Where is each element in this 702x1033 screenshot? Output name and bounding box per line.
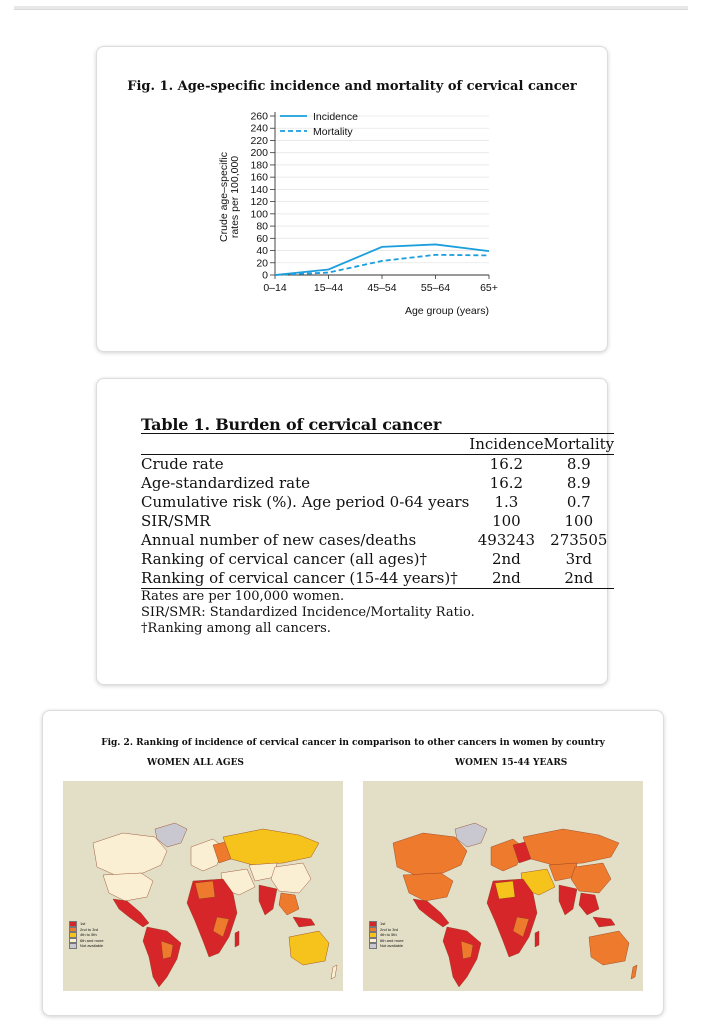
row-mortality: 8.9 [566,455,591,473]
y-tick-label: 220 [250,134,268,147]
y-tick-label: 160 [250,171,268,184]
row-incidence: 100 [492,512,521,530]
burden-table [141,433,614,589]
legend-label: 6th and more [80,937,104,943]
row-mortality: 2nd [543,569,614,589]
figure-1-title: Fig. 1. Age-specific incidence and mortality of cervical cancer [127,79,577,94]
row-label: Ranking of cervical cancer (15-44 years)† [141,569,469,589]
x-tick-label: 15–44 [313,282,344,294]
y-tick-label: 60 [256,232,268,245]
x-tick-label: 65+ [480,282,498,294]
row-incidence: 1.3 [494,493,519,511]
legend-item [69,943,104,949]
table-row [141,550,614,569]
table-row [141,474,614,493]
legend-label: 4th to 5th [380,932,397,938]
world-map-all-ages [63,781,343,991]
y-tick-label: 180 [250,159,268,172]
world-map-all-ages-graphic [63,781,343,991]
table-header-row [141,434,614,455]
legend-label: 1st [80,921,86,927]
legend-swatch [69,943,77,949]
y-axis-label-line-2: rates per 100,000 [229,155,241,239]
legend-label: 1st [380,921,386,927]
note-sir-smr: SIR/SMR: Standardized Incidence/Mortality Ratio. [141,605,475,620]
y-tick-label: 40 [256,245,268,258]
map-left-label: WOMEN ALL AGES [147,758,244,768]
world-map-15-44 [363,781,643,991]
legend-label-mortality: Mortality [313,126,353,138]
y-tick-label: 20 [256,257,268,270]
legend-label: 6th and more [380,937,404,943]
legend-swatch [369,943,377,949]
table-row [141,455,614,475]
y-tick-label: 100 [250,208,268,221]
top-divider [14,6,688,10]
figure-1-card [96,46,608,352]
row-incidence: 2nd [469,569,543,589]
y-tick-label: 0 [262,269,268,282]
row-incidence: 16.2 [489,474,524,492]
table-header-blank [141,434,469,455]
row-mortality: 0.7 [566,493,591,511]
table-header-mortality: Mortality [543,435,615,453]
figure-1-line-chart [97,47,607,351]
y-tick-label: 200 [250,147,268,160]
world-map-15-44-graphic [363,781,643,991]
y-axis-label-line-1: Crude age–specific [218,152,230,242]
row-label: SIR/SMR [141,512,211,530]
row-incidence: 2nd [491,550,521,568]
y-tick-label: 240 [250,122,268,135]
legend-label: 2nd to 3rd [380,926,399,932]
row-label: Ranking of cervical cancer (all ages)† [141,550,427,568]
y-tick-label: 140 [250,183,268,196]
y-tick-label: 260 [250,110,268,123]
map-right-label: WOMEN 15-44 YEARS [455,758,568,768]
table-1-card [96,378,615,685]
legend-label: 2nd to 3rd [80,926,99,932]
row-label: Age-standardized rate [141,474,310,492]
note-rates: Rates are per 100,000 women. [141,589,345,604]
table-notes [141,589,475,637]
map-legend-left [69,921,104,949]
figure-2-card [42,710,664,1016]
row-mortality: 273505 [550,531,608,549]
row-incidence: 493243 [477,531,536,549]
x-tick-label: 0–14 [263,282,287,294]
legend-label: 4th to 5th [80,932,97,938]
legend-item [369,943,404,949]
table-row [141,493,614,512]
table-row [141,569,614,589]
row-incidence: 16.2 [489,455,524,473]
note-ranking: †Ranking among all cancers. [141,621,331,636]
legend-label-incidence: Incidence [313,111,358,123]
table-row [141,531,614,550]
legend-label: Not available [80,943,104,949]
row-label: Crude rate [141,455,224,473]
row-mortality: 3rd [565,550,592,568]
y-tick-label: 120 [250,196,268,209]
series-line-incidence [275,244,489,275]
table-header-incidence: Incidence [469,435,544,453]
figure-2-title: Fig. 2. Ranking of incidence of cervical cancer in comparison to other cancers in women by country [101,738,605,748]
table-1-title: Table 1. Burden of cervical cancer [141,415,442,434]
row-label: Cumulative risk (%). Age period 0-64 years [141,493,470,511]
row-mortality: 8.9 [566,474,591,492]
row-label: Annual number of new cases/deaths [141,531,417,549]
row-mortality: 100 [564,512,594,530]
x-tick-label: 45–54 [367,282,397,294]
map-legend-right [369,921,404,949]
x-tick-label: 55–64 [420,282,451,294]
table-row [141,512,614,531]
x-axis-label: Age group (years) [404,305,489,317]
legend-label: Not available [380,943,404,949]
y-tick-label: 80 [256,220,268,233]
